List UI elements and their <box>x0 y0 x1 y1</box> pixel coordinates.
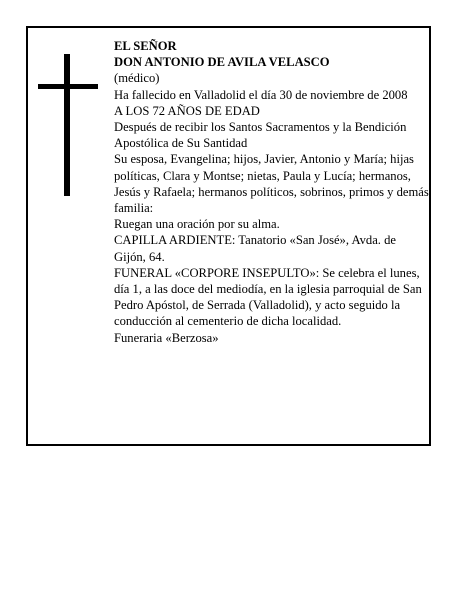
prayer-request: Ruegan una oración por su alma. <box>114 217 280 232</box>
sacraments: Después de recibir los Santos Sacramentos y la Bendición Apostólica de Su Santidad <box>114 120 407 151</box>
funeral-info: FUNERAL «CORPORE INSEPULTO»: Se celebra el lunes, día 1, a las doce del mediodía, en la iglesia parroquial de San Pedro Apóstol, de Serrada (Valladolid), y acto seguido la conducción al cementerio de dicha localidad. <box>114 265 422 329</box>
cross-horizontal-bar <box>38 84 98 89</box>
deceased-name: DON ANTONIO DE AVILA VELASCO <box>114 55 330 70</box>
cross-vertical-bar <box>64 54 70 196</box>
title-line: EL SEÑOR <box>114 39 177 53</box>
profession: (médico) <box>114 71 160 86</box>
funeral-home: Funeraria «Berzosa» <box>114 330 219 345</box>
death-notice: Ha fallecido en Valladolid el día 30 de noviembre de 2008 <box>114 87 408 102</box>
age: A LOS 72 AÑOS DE EDAD <box>114 103 260 118</box>
chapel-info: CAPILLA ARDIENTE: Tanatorio «San José», Avda. de Gijón, 64. <box>114 233 396 264</box>
family: Su esposa, Evangelina; hijos, Javier, Antonio y María; hijas políticas, Clara y Montse; nietas, Paula y Lucía; hermanos, Jesús y Rafaela; hermanos políticos, sobrinos, primos y demás familia: <box>114 152 429 216</box>
obituary-text <box>114 38 430 346</box>
